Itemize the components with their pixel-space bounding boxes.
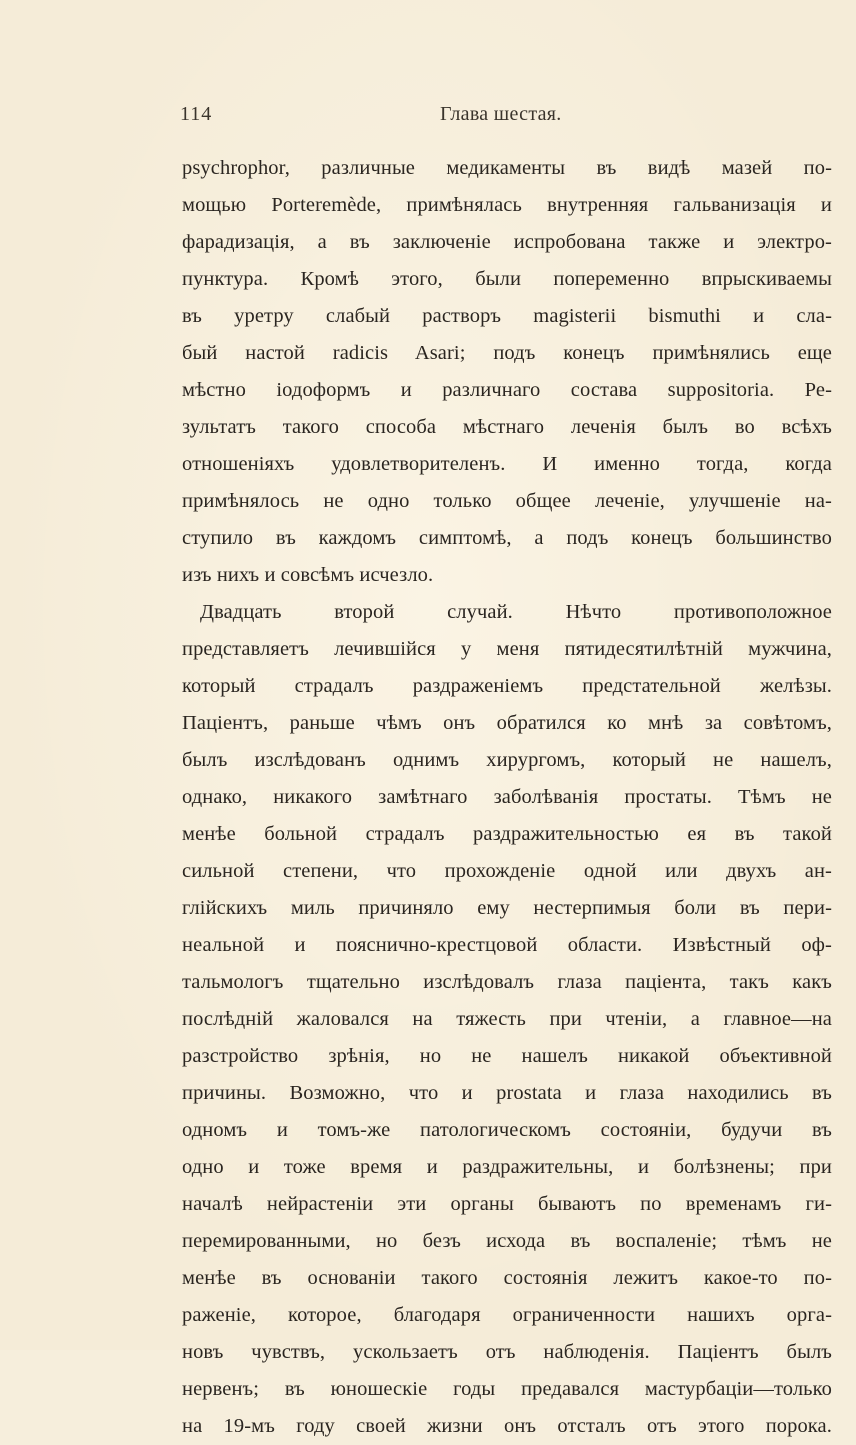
text-line: раженіе, которое, благодаря ограниченности нашихъ орга- xyxy=(182,1304,832,1326)
text-line: неальной и пояснично-крестцовой области. Извѣстный оф- xyxy=(182,934,832,956)
text-line: тальмологъ тщательно изслѣдовалъ глаза паціента, такъ какъ xyxy=(182,971,832,993)
text-line: Паціентъ, раньше чѣмъ онъ обратился ко мнѣ за совѣтомъ, xyxy=(182,712,832,734)
text-line: мѣстно іодоформъ и различнаго состава suppositoria. Ре- xyxy=(182,379,832,401)
body-text xyxy=(182,150,832,1445)
text-line: причины. Возможно, что и prostata и глаза находились въ xyxy=(182,1082,832,1104)
text-line: отношеніяхъ удовлетворителенъ. И именно тогда, когда xyxy=(182,453,832,475)
text-line: одно и тоже время и раздражительны, и болѣзнены; при xyxy=(182,1156,832,1178)
text-line: представляетъ лечившійся у меня пятидесятилѣтній мужчина, xyxy=(182,638,832,660)
text-line: бый настой radicis Asari; подъ конецъ примѣнялись еще xyxy=(182,342,832,364)
case-heading-line: Двадцать второй случай. Нѣчто противоположное xyxy=(200,601,832,623)
text-line: который страдалъ раздраженіемъ предстательной желѣзы. xyxy=(182,675,832,697)
text-line: пунктура. Кромѣ этого, были попеременно впрыскиваемы xyxy=(182,268,832,290)
text-line: менѣе въ основаніи такого состоянія лежитъ какое-то по- xyxy=(182,1267,832,1289)
text-line: началѣ нейрастеніи эти органы бываютъ по временамъ ги- xyxy=(182,1193,832,1215)
text-line: новъ чувствъ, ускользаетъ отъ наблюденія. Паціентъ былъ xyxy=(182,1341,832,1363)
text-line: менѣе больной страдалъ раздражительностью ея въ такой xyxy=(182,823,832,845)
text-line: нервенъ; въ юношескіе годы предавался мастурбаціи—только xyxy=(182,1378,832,1400)
page-number: 114 xyxy=(180,103,213,125)
text-line: зультатъ такого способа мѣстнаго леченія былъ во всѣхъ xyxy=(182,416,832,438)
text-line: сильной степени, что прохожденіе одной или двухъ ан- xyxy=(182,860,832,882)
text-line: послѣдній жаловался на тяжесть при чтеніи, а главное—на xyxy=(182,1008,832,1030)
text-line: былъ изслѣдованъ однимъ хирургомъ, который не нашелъ, xyxy=(182,749,832,771)
text-line: мощью Porteremède, примѣнялась внутренняя гальванизація и xyxy=(182,194,832,216)
text-line: одномъ и томъ-же патологическомъ состояніи, будучи въ xyxy=(182,1119,832,1141)
text-line: разстройство зрѣнія, но не нашелъ никакой объективной xyxy=(182,1045,832,1067)
text-line: въ уретру слабый растворъ magisterii bismuthi и сла- xyxy=(182,305,832,327)
text-line: перемированными, но безъ исхода въ воспаленіе; тѣмъ не xyxy=(182,1230,832,1252)
text-line: ступило въ каждомъ симптомѣ, а подъ конецъ большинство xyxy=(182,527,832,549)
text-line: изъ нихъ и совсѣмъ исчезло. xyxy=(182,564,434,586)
text-line: глійскихъ миль причиняло ему нестерпимыя боли въ пери- xyxy=(182,897,832,919)
text-line: на 19-мъ году своей жизни онъ отсталъ отъ этого порока. xyxy=(182,1415,832,1437)
page-header xyxy=(180,103,835,133)
running-title: Глава шестая. xyxy=(440,103,562,125)
text-line: фарадизація, а въ заключеніе испробована также и электро- xyxy=(182,231,832,253)
text-line: примѣнялось не одно только общее леченіе, улучшеніе на- xyxy=(182,490,832,512)
text-line: psychrophor, различные медикаменты въ видѣ мазей по- xyxy=(182,157,832,179)
text-line: однако, никакого замѣтнаго заболѣванія простаты. Тѣмъ не xyxy=(182,786,832,808)
